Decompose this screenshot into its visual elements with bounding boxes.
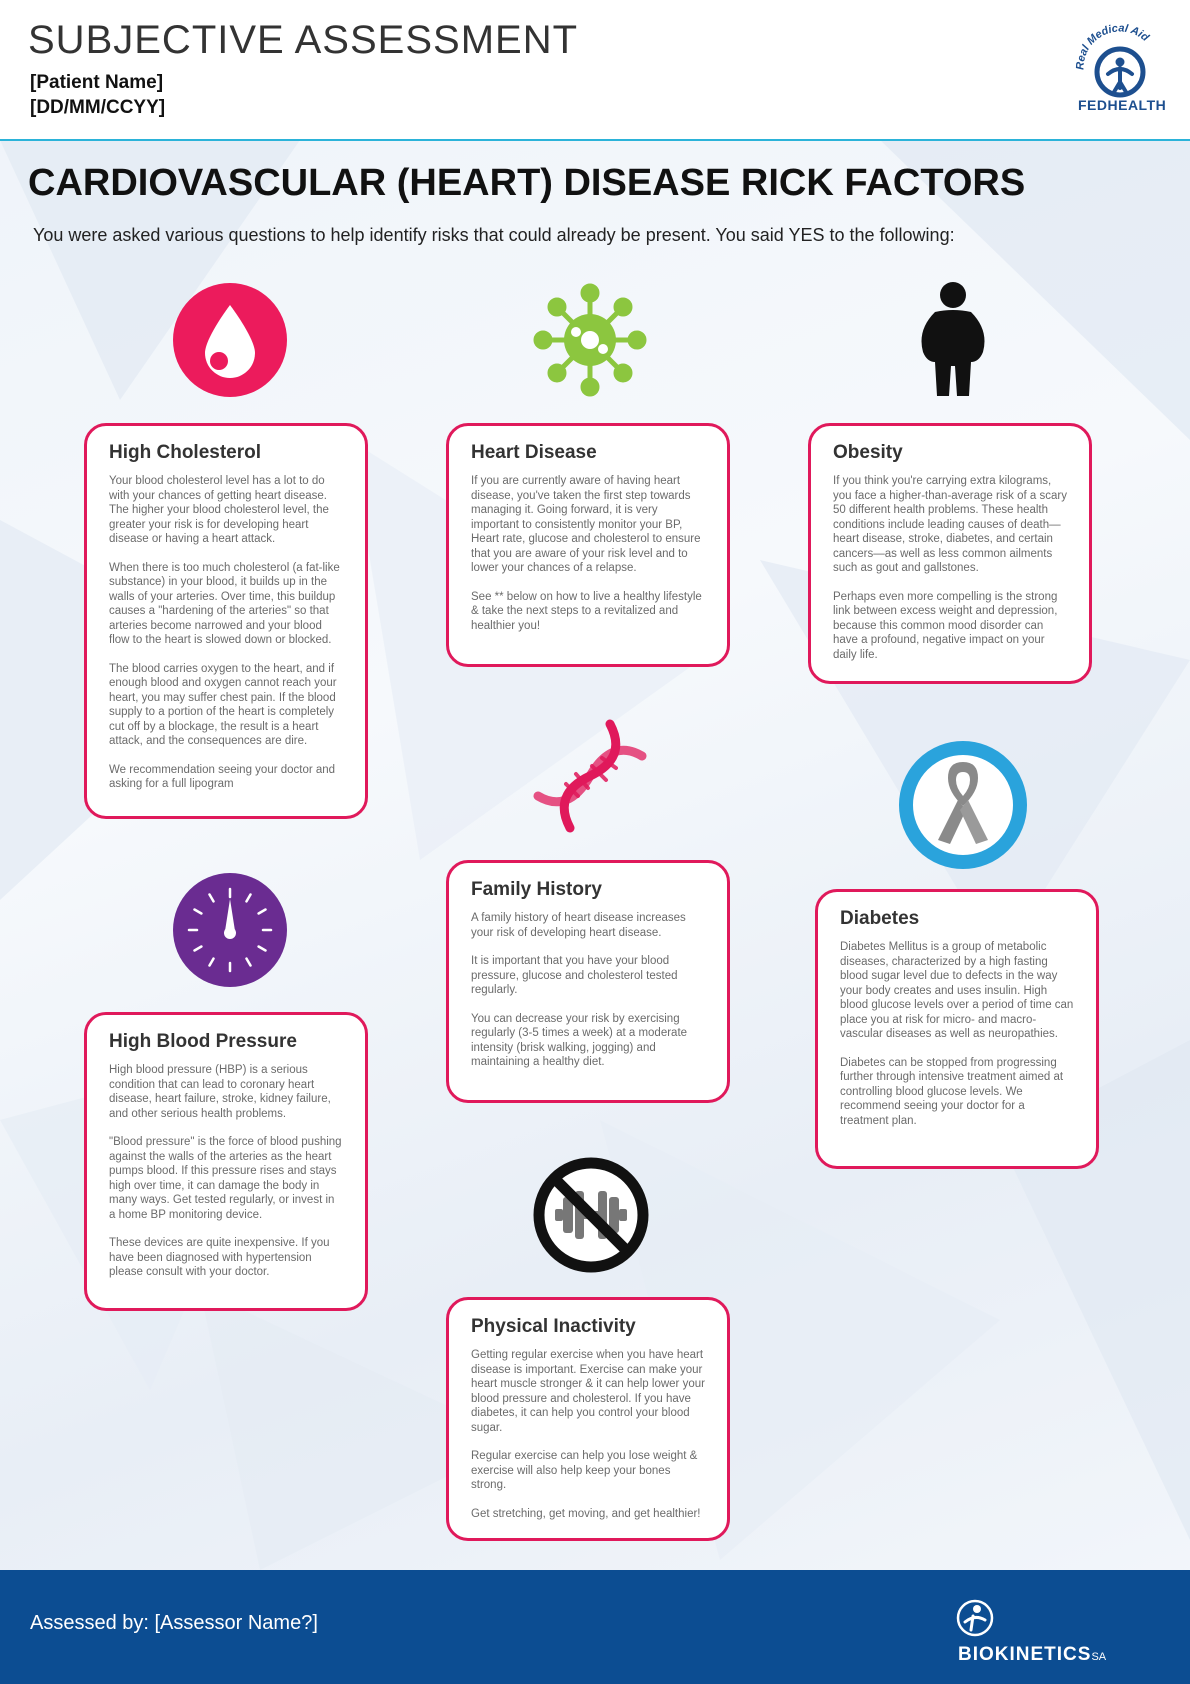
card-title: Obesity — [833, 442, 903, 463]
card-text: These devices are quite inexpensive. If you have been diagnosed with hypertension please consult with your doctor. — [109, 1237, 330, 1278]
page-title: CARDIOVASCULAR (HEART) DISEASE RICK FACTORS — [28, 162, 1026, 204]
fedhealth-logo-text: FEDHEALTH — [1078, 97, 1167, 113]
brand-suffix: SA — [1091, 1651, 1107, 1663]
assessed-by: Assessed by: [Assessor Name?] — [30, 1612, 318, 1634]
blood-drop-icon — [173, 283, 287, 397]
card-title: High Cholesterol — [109, 442, 262, 463]
card-diabetes — [815, 889, 1099, 1169]
footer — [0, 1570, 1190, 1684]
virus-icon — [533, 283, 647, 397]
biokinetics-logo-icon — [955, 1598, 995, 1638]
card-text: A family history of heart disease increases your risk of developing heart disease. — [471, 912, 686, 939]
card-text: It is important that you have your blood pressure, glucose and cholesterol tested regularly. — [471, 955, 678, 996]
card-text: The blood carries oxygen to the heart, and if enough blood and oxygen cannot reach your heart, you may suffer chest pain. If the blood supply to a portion of the heart is completely cut off by a blockage, the result is a heart attack, and the consequences are dire. — [109, 662, 337, 747]
assessment-date: [DD/MM/CCYY] — [30, 97, 166, 118]
card-text: If you are currently aware of having heart disease, you've taken the first step towards managing it. Going forward, it is very important to consistently monitor your BP, Heart rate, glucose and cholesterol to ensure that you are aware of your risk level and to lower your chances of a relapse. — [471, 475, 701, 574]
card-text: See ** below on how to live a healthy lifestyle & take the next steps to a revitalized and healthier you! — [471, 590, 702, 632]
card-obesity — [808, 423, 1092, 684]
obese-person-icon — [915, 282, 991, 398]
card-text: Diabetes can be stopped from progressing further through intensive treatment aimed at controlling blood glucose levels. We recommend seeing your doctor for a treatment plan. — [840, 1056, 1064, 1127]
card-text: Perhaps even more compelling is the strong link between excess weight and depression, because this common mood disorder can have a profound, negative impact on your daily life. — [833, 590, 1058, 661]
awareness-ribbon-icon — [898, 740, 1028, 870]
card-text: You can decrease your risk by exercising regularly (3-5 times a week) at a moderate intensity (brisk walking, jogging) and maintaining a healthy diet. — [471, 1012, 688, 1068]
no-exercise-icon — [533, 1157, 649, 1273]
card-high-blood-pressure — [84, 1012, 368, 1311]
card-text: Diabetes Mellitus is a group of metabolic diseases, characterized by a high fasting blood sugar level due to defects in the way your body creates and uses insulin. High blood glucose levels over a period of time can place you at risk for micro- and macro-vascular diseases as well as neuropathies. — [840, 941, 1074, 1040]
card-heart-disease — [446, 423, 730, 667]
pressure-gauge-icon — [173, 873, 287, 987]
card-text: Getting regular exercise when you have heart disease is important. Exercise can make your heart muscle stronger & it can help lower your blood pressure and cholesterol. If you have diabetes, it can help you control your blood sugar. — [471, 1349, 705, 1434]
card-text: Get stretching, get moving, and get healthier! — [471, 1507, 701, 1520]
card-title: Family History — [471, 879, 602, 900]
card-high-cholesterol — [84, 423, 368, 819]
card-title: High Blood Pressure — [109, 1031, 297, 1052]
patient-name: [Patient Name] — [30, 72, 164, 93]
dna-icon — [532, 718, 648, 834]
card-text: Your blood cholesterol level has a lot to do with your chances of getting heart disease. The higher your blood cholesterol level, the greater your risk is for developing heart disease or having a heart attack. — [109, 475, 329, 545]
header-title: SUBJECTIVE ASSESSMENT — [28, 18, 579, 62]
card-family-history — [446, 860, 730, 1103]
card-text: High blood pressure (HBP) is a serious condition that can lead to coronary heart disease, heart failure, stroke, kidney failure, and other serious health problems. — [109, 1064, 331, 1120]
logo-arc-text: Real Medical Aid — [1074, 22, 1151, 71]
biokinetics-logo-text — [958, 1644, 1106, 1666]
card-text: Regular exercise can help you lose weight & exercise will also help keep your bones strong. — [471, 1450, 698, 1491]
card-title: Heart Disease — [471, 442, 597, 463]
intro-text: You were asked various questions to help identify risks that could already be present. You said YES to the following: — [33, 225, 955, 245]
header — [0, 0, 1190, 141]
card-title: Physical Inactivity — [471, 1316, 636, 1337]
card-text: "Blood pressure" is the force of blood pushing against the walls of the arteries as the heart pumps blood. If this pressure rises and stays high over time, it can damage the body in many ways. Get tested regularly, or invest in a home BP monitoring device. — [109, 1136, 342, 1221]
card-text: When there is too much cholesterol (a fat-like substance) in your blood, it builds up in the walls of your arteries. Over time, this buildup causes a "hardening of the arteries" so that arteries become narrowed and your blood flow to the heart is slowed down or blocked. — [109, 561, 340, 646]
card-physical-inactivity — [446, 1297, 730, 1541]
card-text: If you think you're carrying extra kilograms, you face a higher-than-average risk of a scary 50 different health problems. These health conditions include leading causes of death—heart disease, stroke, diabetes, and certain cancers—as well as less common ailments such as gout and gallstones. — [833, 475, 1067, 574]
card-title: Diabetes — [840, 908, 920, 929]
brand-name: BIOKINETICS — [958, 1644, 1092, 1665]
card-text: We recommendation seeing your doctor and asking for a full lipogram — [109, 763, 336, 790]
